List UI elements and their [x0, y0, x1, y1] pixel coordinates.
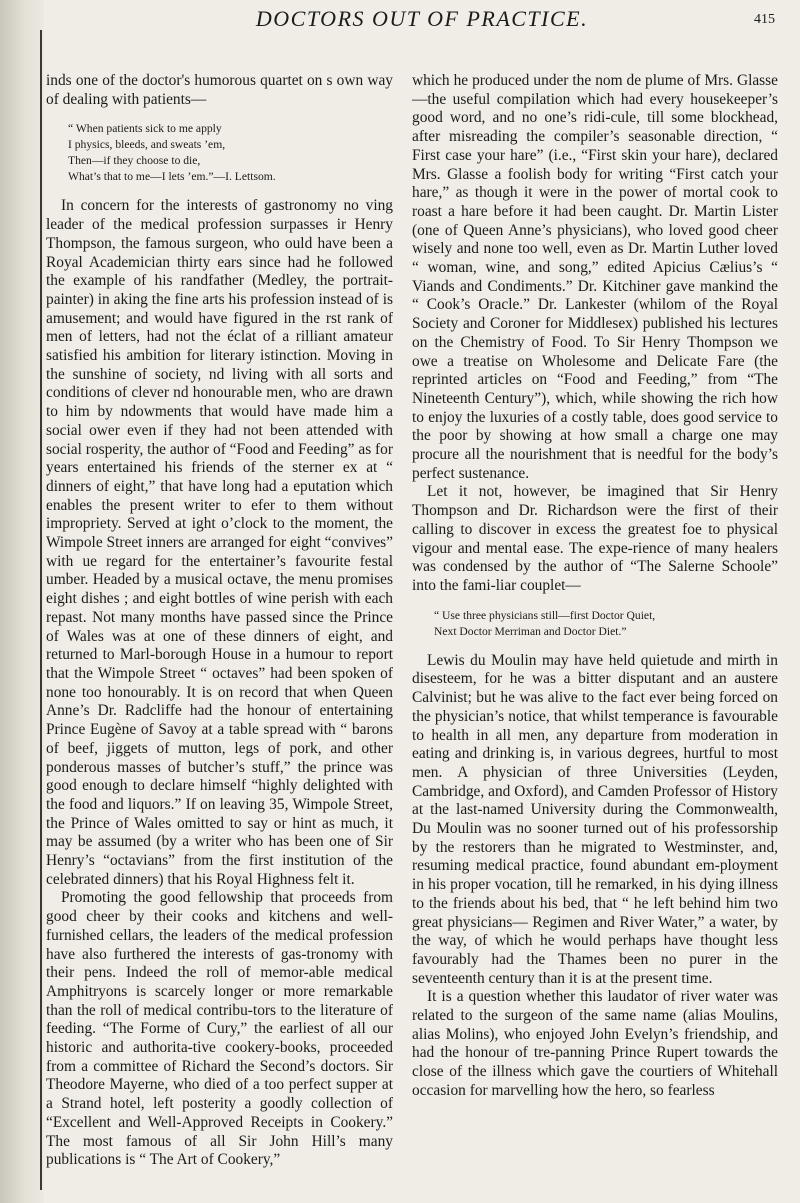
binding-edge — [40, 30, 42, 1190]
left-paragraph-3: Promoting the good fellowship that proceeds from good cheer by their cooks and kitchens and well-furnished cellars, the leaders of the medical profession have also furthered the interests of gas-tronomy with their pens. Indeed the roll of memor-able medical Amphitryons is scarcely longer or more remarkable than the roll of medical contribu-tors to the literature of feeding. “The Forme of Cury,” the earliest of all our historic and authorita-tive cookery-books, proceeded from a committee of Richard the Second’s doctors. Sir Theodore Mayerne, who died of a too perfect supper at a Strand hotel, left posterity a goodly collection of “Excellent and Well-Approved Receipts in Cookery.” The most famous of all Sir John Hill’s many publications is “ The Art of Cookery,” — [46, 889, 393, 1169]
verse-line: “ Use three physicians still—first Doctor Quiet, — [434, 608, 656, 622]
salerne-couplet — [434, 608, 778, 640]
verse-line: I physics, bleeds, and sweats ’em, — [68, 138, 226, 152]
verse-line: Then—if they choose to die, — [68, 154, 201, 168]
left-paragraph-1: inds one of the doctor's humorous quartet on s own way of dealing with patients— — [46, 72, 393, 108]
right-paragraph-3: Lewis du Moulin may have held quietude and mirth in disesteem, for he was a bitter disputant and an austere Calvinist; but he was alive to the fact ever being forced on the physician’s notice, that whilst temperance is favourable to health in all men, any departure from moderation in eating and drinking is, in various degrees, hurtful to most men. A physician of three Universities (Leyden, Cambridge, and Oxford), and Camden Professor of History at the last-named University during the Commonwealth, Du Moulin was no sooner turned out of his professorship by the restorers than he migrated to Westminster, and, resuming medical practice, found abundant em-ployment in his proper vocation, till he remarked, in his dying illness to the friends about his bed, that “ he left behind him two great physicians— Regimen and River Water,” a water, by the way, of which he would perhaps have thought less favourably had the Thames been no purer in the seventeenth century than it is at the present time. — [412, 651, 778, 987]
left-column — [46, 72, 393, 1170]
lettsom-verse — [68, 121, 393, 185]
right-paragraph-1: which he produced under the nom de plume of Mrs. Glasse—the useful compilation which had every housekeeper’s good word, and no one’s ridi-cule, till some blockhead, after misreading the compiler’s seasonable direction, “ First case your hare” (i.e., “First skin your hare), declared Mrs. Glasse a foolish body for writing “First catch your hare,” as though it were in the power of mortal cook to roast a hare before it had been caught. Dr. Martin Lister (one of Queen Anne’s physicians), who loved good cheer wisely and none too well, even as Dr. Martin Luther loved “ woman, wine, and song,” edited Apicius Cælius’s “ Viands and Condiments.” Dr. Kitchiner gave mankind the “ Cook’s Oracle.” Dr. Lankester (whilom of the Royal Society and Coroner for Middlesex) published his lectures on the Chemistry of Food. To Sir Henry Thompson we owe a treatise on Wholesome and Delicate Fare (the reprinted articles on “Food and Feeding,” from “The Nineteenth Century”), which, while showing the rich how to enjoy the luxuries of a costly table, does good service to the poor by showing at how small a charge one may procure all the nourishment that is needful for the body’s perfect sustenance. — [412, 72, 778, 482]
right-paragraph-2: Let it not, however, be imagined that Sir Henry Thompson and Dr. Richardson were the first of their calling to discover in excess the greatest foe to physical vigour and mental ease. The expe-rience of many healers was condensed by the author of “The Salerne Schoole” into the fami-liar couplet— — [412, 483, 778, 594]
verse-line: Next Doctor Merriman and Doctor Diet.” — [434, 624, 627, 638]
page-number: 415 — [754, 12, 775, 27]
bleed-through-gutter — [0, 0, 44, 1203]
running-title: DOCTORS OUT OF PRACTICE. — [255, 6, 589, 31]
right-paragraph-4: It is a question whether this laudator of river water was related to the surgeon of the same name (alias Moulins, alias Molins), who enjoyed John Evelyn’s friendship, and had the honour of tre-panning Prince Rupert towards the close of the illness which gave the courtiers of Whitehall occasion for marvelling how the hero, so fearless — [412, 988, 778, 1099]
page-header — [44, 0, 800, 62]
verse-line: What’s that to me—I lets ’em.”—I. Lettsom. — [68, 170, 276, 184]
right-column — [412, 72, 778, 1101]
left-paragraph-2: In concern for the interests of gastronomy no ving leader of the medical profession surpasses ir Henry Thompson, the famous surgeon, who ould have been a Royal Academician thirty ears since had he followed the example of his randfather (Medley, the portrait-painter) in aking the fine arts his profession instead of is amusement; and would have figured in the rst rank of men of letters, had not the éclat of a rilliant amateur satisfied his ambition for literary istinction. Moving in the sunshine of society, nd living with all sorts and conditions of clever nd honourable men, who are drawn to him by ndowments that would have made him a social ower even if they had not been attended with social rosperity, the author of “Food and Feeding” as for years entertained his friends of the sterner ex at “ dinners of eight,” that have long had a eputation which enables the present writer to efer to them without impropriety. Served at ight o’clock to the moment, the Wimpole Street inners are arranged for eight “convives” with ue regard for the entertainer’s favourite festal umber. Headed by a musical octave, the menu promises eight dishes ; and eight bottles of wine perish with each repast. Not many months have passed since the Prince of Wales was at one of these dinners of eight, and returned to Marl-borough House in a humour to report that the Wimpole Street “ octaves” had been spoken of none too honourably. It is on record that when Queen Anne’s Dr. Radcliffe had the honour of entertaining Prince Eugène of Savoy at a table spread with “ barons of beef, jiggets of mutton, legs of pork, and other ponderous masses of butcher’s stuff,” the prince was good enough to declare himself “highly delighted with the food and liquors.” If on leaving 35, Wimpole Street, the Prince of Wales omitted to say or hint as much, it may be assumed (by a writer who has been one of Sir Henry’s “octavians” from the first institution of the celebrated dinners) that his Royal Highness felt it. — [46, 197, 393, 888]
verse-line: “ When patients sick to me apply — [68, 122, 222, 136]
